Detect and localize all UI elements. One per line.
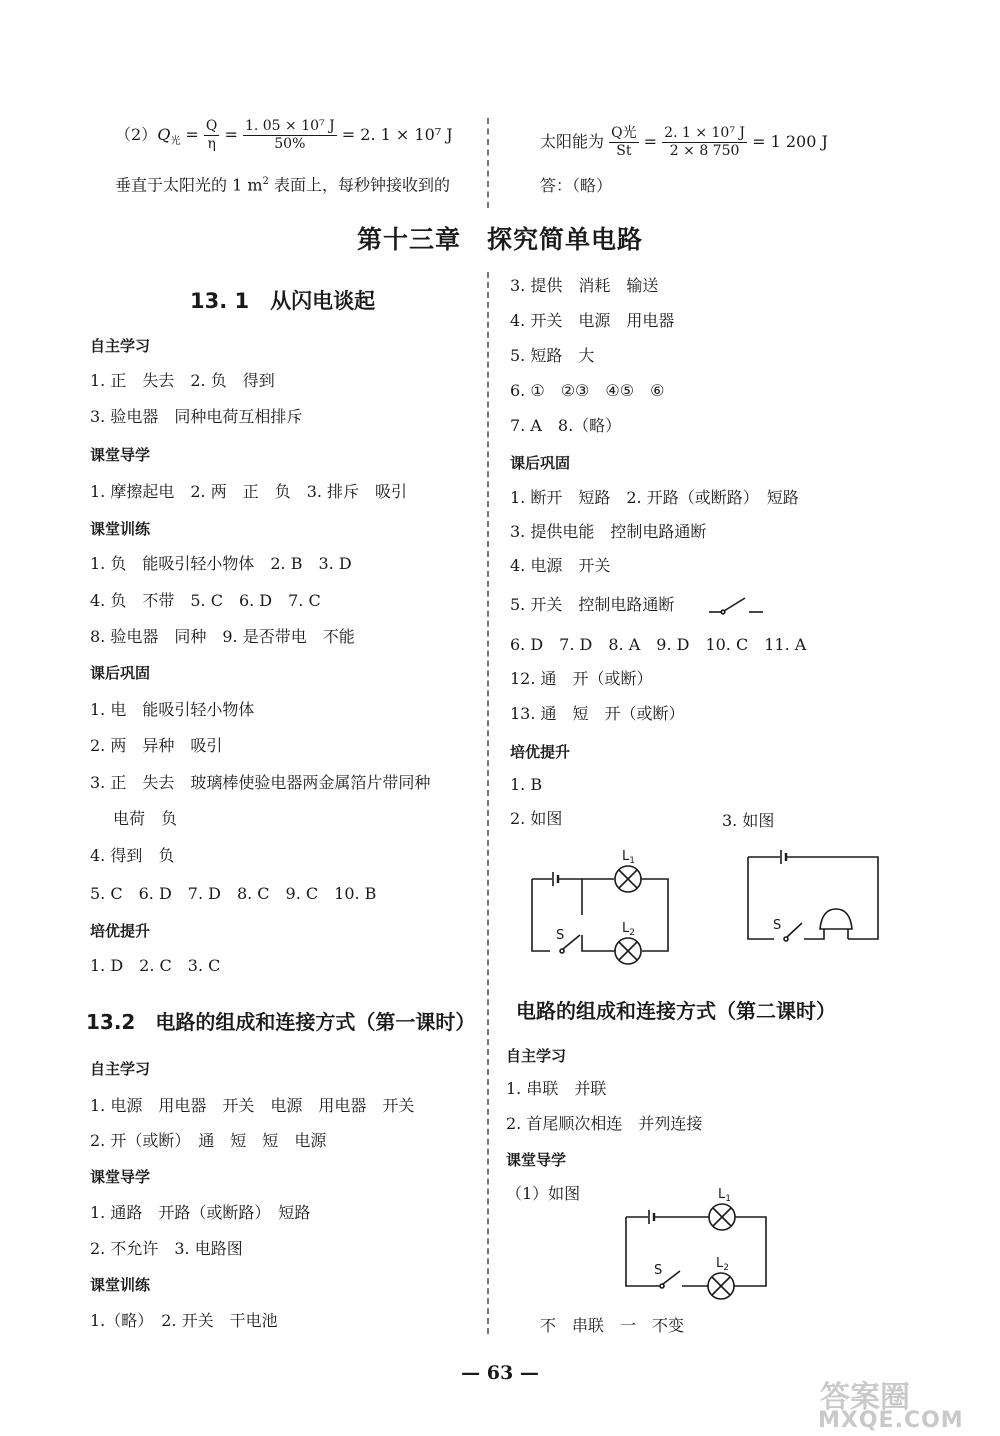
watermark-logo: 答案圈 [820, 1380, 910, 1415]
answer-line: 1. 负 能吸引轻小物体 2. B 3. D [90, 554, 352, 573]
answer-line: 2. 不允许 3. 电路图 [90, 1239, 243, 1258]
formula-right [540, 125, 828, 160]
formula-prefix: 太阳能为 [540, 132, 605, 151]
fraction-num: 2. 1 × 10⁷ J [664, 125, 746, 141]
column-divider [487, 272, 489, 1334]
formula-eq: = [638, 132, 663, 151]
fraction-den: 2 × 8 750 [669, 143, 740, 159]
answer-line: 2. 如图 [510, 809, 563, 828]
answer-line: 5. 短路 大 [510, 346, 595, 365]
answer-line: 3. 提供电能 控制电路通断 [510, 522, 707, 541]
fraction-q-st [609, 125, 638, 160]
answer-line: 1. 通路 开路（或断路） 短路 [90, 1203, 311, 1222]
answer-line: 12. 通 开（或断） [510, 669, 653, 688]
column-divider-top [487, 118, 489, 208]
subsection-heading: 课堂训练 [90, 1276, 151, 1294]
text-part: 表面上，每秒钟接收到的 [268, 175, 450, 195]
subsection-heading: 课后巩固 [510, 454, 571, 472]
answer-line: 3. 提供 消耗 输送 [510, 276, 659, 295]
answer-line: 2. 首尾顺次相连 并列连接 [506, 1114, 703, 1133]
section-title-second-lesson: 电路的组成和连接方式（第二课时） [516, 999, 836, 1023]
subsection-heading: 培优提升 [90, 922, 151, 940]
answer-line: 7. A 8.（略） [510, 416, 622, 435]
fraction-num: Q光 [611, 125, 637, 141]
formula-left-line2 [115, 172, 450, 195]
switch-blade-icon [787, 923, 802, 937]
fraction-num: 1. 05 × 10⁷ J [244, 118, 335, 134]
answer-line: 1. 正 失去 2. 负 得到 [90, 371, 275, 390]
answer-line: 4. 负 不带 5. C 6. D 7. C [90, 591, 321, 610]
switch-label-s: S [654, 1263, 663, 1278]
section-title-13-1: 13. 1 从闪电谈起 [190, 289, 376, 313]
answer-line: 1. B [510, 775, 543, 794]
subsection-heading: 培优提升 [510, 743, 571, 761]
subsection-heading: 自主学习 [90, 1060, 151, 1078]
answer-line: 6. ① ②③ ④⑤ ⑥ [510, 381, 665, 400]
answer-line: 2. 两 异种 吸引 [90, 736, 223, 755]
section-title-13-2: 13.2 电路的组成和连接方式（第一课时） [86, 1010, 476, 1034]
lamp-label-l1: $L_1$ [718, 1187, 731, 1204]
watermark-url: MXQE.COM [818, 1408, 964, 1433]
answer-line: 13. 通 短 开（或断） [510, 704, 685, 723]
answer-line: 4. 得到 负 [90, 846, 175, 865]
answer-line: 3. 正 失去 玻璃棒使验电器两金属箔片带同种 [90, 773, 431, 792]
switch-blade-icon [563, 935, 580, 949]
bell-icon [820, 909, 852, 929]
superscript: 2 [262, 176, 269, 187]
text-part: 垂直于太阳光的 1 m [115, 175, 263, 195]
chapter-title: 第十三章 探究简单电路 [356, 225, 643, 254]
fraction-value [662, 125, 747, 160]
answer-line: 2. 开（或断） 通 短 短 电源 [90, 1131, 327, 1150]
answer-line: 8. 验电器 同种 9. 是否带电 不能 [90, 627, 355, 646]
answer-line-continued: 电荷 负 [113, 809, 178, 828]
answer-line: 5. C 6. D 7. D 8. C 9. C 10. B [90, 884, 377, 903]
lamp-label-l1: $L_1$ [622, 849, 635, 866]
answer-line: 1. 电源 用电器 开关 电源 用电器 开关 [90, 1096, 415, 1115]
lamp-label-l2: $L_2$ [716, 1256, 729, 1273]
answer-line: 6. D 7. D 8. A 9. D 10. C 11. A [510, 635, 807, 654]
answer-line: 1. D 2. C 3. C [90, 956, 221, 975]
answer-line: 4. 开关 电源 用电器 [510, 311, 675, 330]
answer-line: 1. 断开 短路 2. 开路（或断路） 短路 [510, 488, 799, 507]
answer-line: 1. 串联 并联 [506, 1079, 607, 1098]
subsection-heading: 课堂导学 [90, 446, 151, 464]
formula-eq: = [180, 125, 204, 144]
answer-line: （1）如图 [506, 1184, 581, 1203]
subsection-heading: 课堂训练 [90, 520, 151, 538]
fraction-num: Q [205, 118, 218, 134]
lamp-label-l2: $L_2$ [622, 921, 635, 938]
formula-result: = 1 200 J [747, 132, 828, 151]
formula-result: = 2. 1 × 10⁷ J [336, 125, 453, 144]
answer-line: 3. 验电器 同种电荷互相排斥 [90, 407, 303, 426]
parallel-circuit-diagram [522, 843, 682, 968]
subsection-heading: 自主学习 [506, 1047, 567, 1065]
fraction-value [243, 118, 337, 153]
fraction-q-eta [204, 118, 219, 153]
answer-line: 不 串联 一 不变 [540, 1316, 685, 1335]
switch-pivot-icon [560, 949, 564, 953]
answer-line: 1. 电 能吸引轻小物体 [90, 700, 255, 719]
fraction-den: 50% [274, 136, 306, 152]
series-circuit-diagram [618, 1183, 773, 1301]
subsection-heading: 自主学习 [90, 337, 151, 355]
switch-label-s: S [556, 928, 565, 943]
subsection-heading: 课堂导学 [90, 1168, 151, 1186]
fraction-den: η [207, 136, 216, 152]
switch-blade-icon [663, 1271, 680, 1284]
answer-line: 1.（略） 2. 开关 干电池 [90, 1311, 278, 1330]
answer-line: 3. 如图 [722, 811, 775, 830]
bell-circuit-diagram [740, 845, 885, 945]
formula-left [115, 118, 453, 153]
answer-line: 4. 电源 开关 [510, 556, 611, 575]
subsection-heading: 课后巩固 [90, 664, 151, 682]
formula-q-sub: 光 [170, 136, 181, 148]
formula-prefix: （2） [115, 125, 158, 144]
formula-eq: = [219, 125, 243, 144]
subsection-heading: 课堂导学 [506, 1151, 567, 1169]
formula-q: Q [157, 125, 171, 144]
switch-symbol-icon [707, 594, 767, 616]
switch-pivot-icon [784, 937, 788, 941]
fraction-den: St [616, 143, 632, 159]
answer-line: 1. 摩擦起电 2. 两 正 负 3. 排斥 吸引 [90, 482, 408, 501]
answer-line: 5. 开关 控制电路通断 [510, 595, 675, 614]
answer-line: 答：（略） [540, 176, 613, 195]
switch-label-s: S [773, 918, 782, 933]
page-number: — 63 — [461, 1362, 539, 1384]
switch-pivot-icon [660, 1284, 664, 1288]
